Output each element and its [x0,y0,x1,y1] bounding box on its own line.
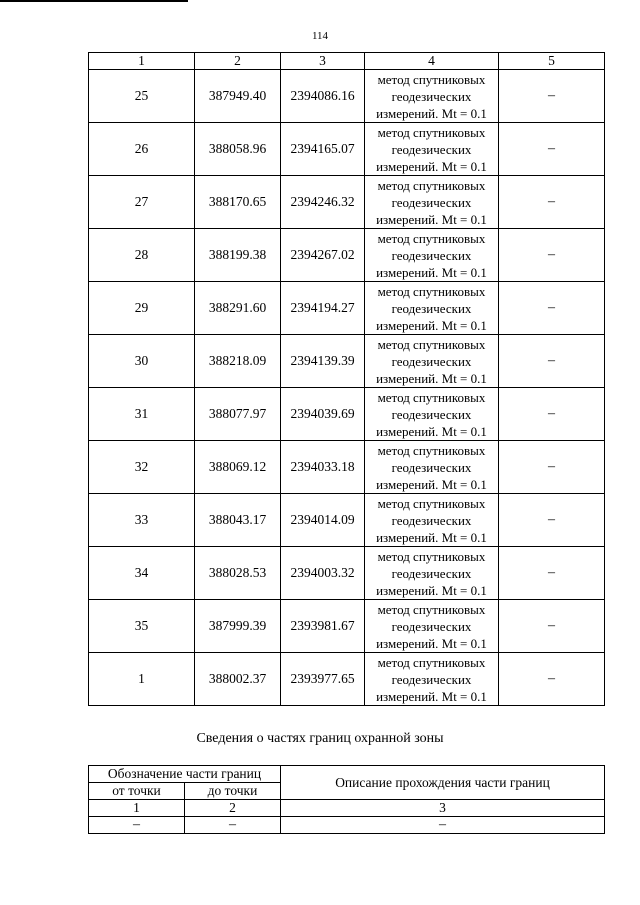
method-line: измерений. Mt = 0.1 [376,582,487,598]
point-number-cell: 34 [89,547,195,600]
y-coordinate-cell: 2393977.65 [281,653,365,706]
method-line: геодезических [391,512,472,528]
x-coordinate-cell: 388043.17 [195,494,281,547]
point-number-cell: 26 [89,123,195,176]
point-number-cell: 27 [89,176,195,229]
method-line: измерений. Mt = 0.1 [376,105,487,121]
header-row [89,53,605,70]
table-row [89,123,605,176]
method-line: измерений. Mt = 0.1 [376,158,487,174]
method-line: измерений. Mt = 0.1 [376,476,487,492]
x-coordinate-cell: 388028.53 [195,547,281,600]
point-number-cell: 28 [89,229,195,282]
method-cell [365,229,499,282]
method-line: геодезических [391,247,472,263]
method-line: геодезических [391,353,472,369]
point-number-cell: 30 [89,335,195,388]
section-caption: Сведения о частях границ охранной зоны [196,731,444,746]
point-number-cell: 35 [89,600,195,653]
table-row [89,229,605,282]
method-line: геодезических [391,565,472,581]
x-coordinate-cell: 388218.09 [195,335,281,388]
header-cell: 3 [281,53,365,70]
corner-mark [0,0,188,2]
coordinates-table-body [89,53,605,706]
table2-data-row [89,817,605,834]
method-line: метод спутниковых [377,495,486,511]
point-number-cell: 32 [89,441,195,494]
y-coordinate-cell: 2394014.09 [281,494,365,547]
method-cell [365,70,499,123]
method-cell [365,123,499,176]
y-coordinate-cell: 2394194.27 [281,282,365,335]
method-line: геодезических [391,88,472,104]
note-cell: – [499,176,605,229]
method-line: геодезических [391,406,472,422]
table-row [89,388,605,441]
method-cell [365,600,499,653]
description-header: Описание прохождения части границ [281,766,605,800]
x-coordinate-cell: 388069.12 [195,441,281,494]
y-coordinate-cell: 2393981.67 [281,600,365,653]
x-coordinate-cell: 388058.96 [195,123,281,176]
method-line: геодезических [391,671,472,687]
table-row [89,600,605,653]
method-line: измерений. Mt = 0.1 [376,317,487,333]
method-cell [365,653,499,706]
note-cell: – [499,335,605,388]
column-number: 2 [185,800,281,817]
method-line: метод спутниковых [377,230,486,246]
method-line: измерений. Mt = 0.1 [376,211,487,227]
table-row [89,494,605,547]
page-number: 114 [311,30,329,42]
y-coordinate-cell: 2394267.02 [281,229,365,282]
column-number: 3 [281,800,605,817]
note-cell: – [499,282,605,335]
method-line: метод спутниковых [377,601,486,617]
y-coordinate-cell: 2394003.32 [281,547,365,600]
method-line: измерений. Mt = 0.1 [376,370,487,386]
method-cell [365,176,499,229]
y-coordinate-cell: 2394039.69 [281,388,365,441]
point-number-cell: 31 [89,388,195,441]
y-coordinate-cell: 2394033.18 [281,441,365,494]
x-coordinate-cell: 388170.65 [195,176,281,229]
method-line: геодезических [391,194,472,210]
note-cell: – [499,653,605,706]
method-line: измерений. Mt = 0.1 [376,529,487,545]
method-line: метод спутниковых [377,283,486,299]
y-coordinate-cell: 2394086.16 [281,70,365,123]
from-point-header: от точки [89,783,185,800]
table-row [89,335,605,388]
x-coordinate-cell: 387949.40 [195,70,281,123]
point-number-cell: 33 [89,494,195,547]
point-number-cell: 1 [89,653,195,706]
to-point-header: до точки [185,783,281,800]
method-cell [365,335,499,388]
x-coordinate-cell: 388199.38 [195,229,281,282]
method-cell [365,547,499,600]
table-row [89,176,605,229]
x-coordinate-cell: 388002.37 [195,653,281,706]
description-cell: – [281,817,605,834]
method-line: метод спутниковых [377,336,486,352]
table2-group-header-row [89,766,605,783]
note-cell: – [499,494,605,547]
note-cell: – [499,441,605,494]
method-line: метод спутниковых [377,548,486,564]
designation-header: Обозначение части границ [89,766,281,783]
method-line: измерений. Mt = 0.1 [376,423,487,439]
header-cell: 4 [365,53,499,70]
x-coordinate-cell: 387999.39 [195,600,281,653]
method-line: метод спутниковых [377,71,486,87]
note-cell: – [499,547,605,600]
column-number: 1 [89,800,185,817]
table-row [89,282,605,335]
note-cell: – [499,388,605,441]
point-number-cell: 29 [89,282,195,335]
from-point-cell: – [89,817,185,834]
to-point-cell: – [185,817,281,834]
y-coordinate-cell: 2394165.07 [281,123,365,176]
table-row [89,653,605,706]
method-line: метод спутниковых [377,389,486,405]
table-row [89,70,605,123]
header-cell: 1 [89,53,195,70]
note-cell: – [499,600,605,653]
method-line: геодезических [391,459,472,475]
x-coordinate-cell: 388077.97 [195,388,281,441]
method-cell [365,388,499,441]
table-row [89,441,605,494]
method-cell [365,441,499,494]
table2-number-row [89,800,605,817]
note-cell: – [499,123,605,176]
table-row [89,547,605,600]
method-line: метод спутниковых [377,442,486,458]
header-cell: 5 [499,53,605,70]
point-number-cell: 25 [89,70,195,123]
method-line: метод спутниковых [377,654,486,670]
method-line: измерений. Mt = 0.1 [376,635,487,651]
note-cell: – [499,229,605,282]
method-cell [365,494,499,547]
method-cell [365,282,499,335]
x-coordinate-cell: 388291.60 [195,282,281,335]
method-line: геодезических [391,141,472,157]
method-line: метод спутниковых [377,124,486,140]
y-coordinate-cell: 2394246.32 [281,176,365,229]
method-line: измерений. Mt = 0.1 [376,264,487,280]
boundary-parts-table [88,765,605,834]
method-line: геодезических [391,618,472,634]
coordinates-table [88,52,605,706]
header-cell: 2 [195,53,281,70]
y-coordinate-cell: 2394139.39 [281,335,365,388]
method-line: геодезических [391,300,472,316]
method-line: измерений. Mt = 0.1 [376,688,487,704]
note-cell: – [499,70,605,123]
method-line: метод спутниковых [377,177,486,193]
